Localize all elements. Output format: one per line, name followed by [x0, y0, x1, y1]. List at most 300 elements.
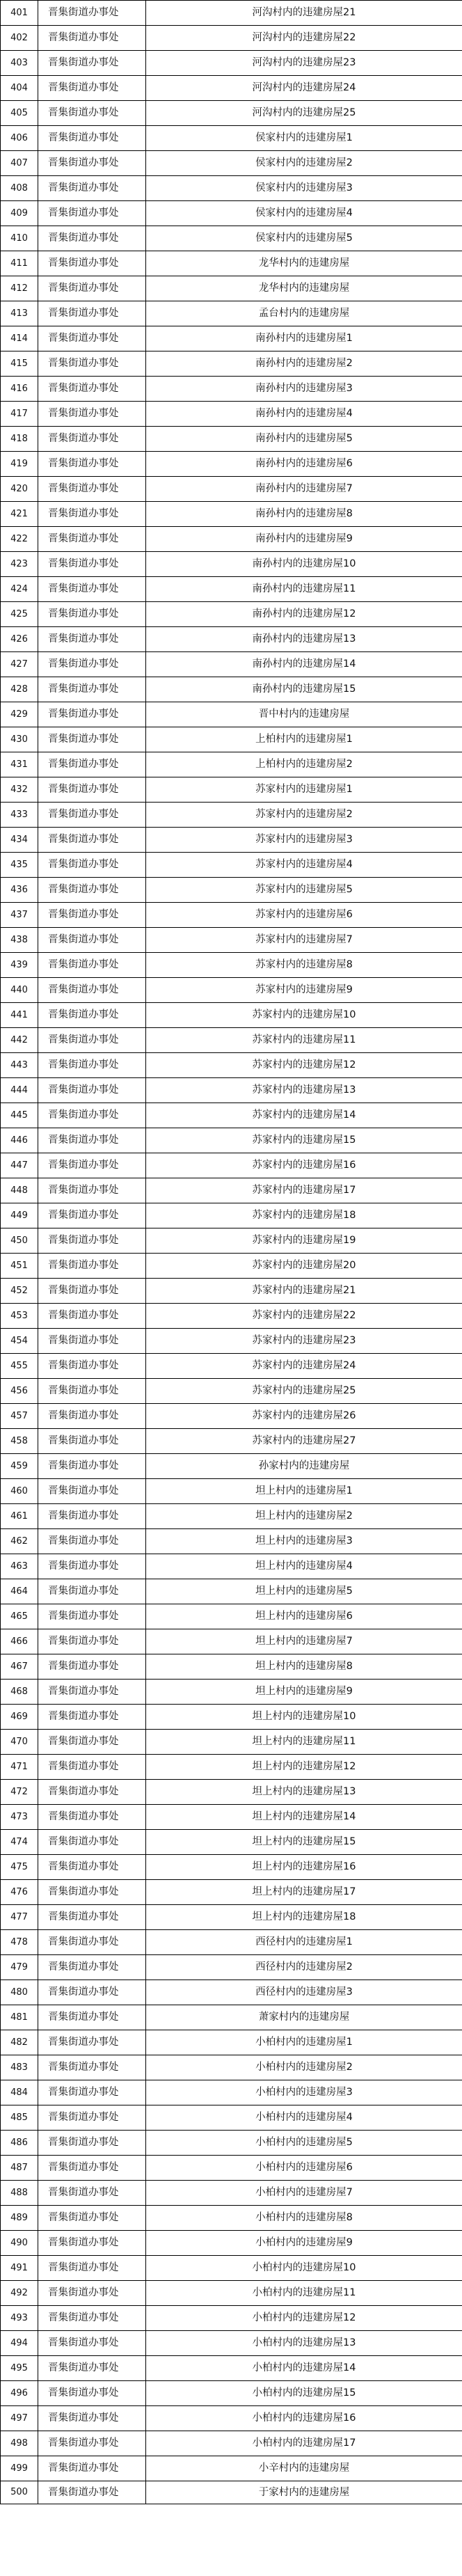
table-row — [1, 752, 462, 777]
office-cell: 晋集街道办事处 — [38, 351, 146, 377]
office-cell: 晋集街道办事处 — [38, 201, 146, 226]
building-name-cell: 小柏村内的违建房屋8 — [146, 2206, 462, 2231]
office-cell: 晋集街道办事处 — [38, 2055, 146, 2080]
table-row — [1, 1254, 462, 1279]
row-number-cell: 439 — [1, 953, 38, 978]
row-number-cell: 464 — [1, 1579, 38, 1604]
row-number-cell: 466 — [1, 1629, 38, 1654]
table-row — [1, 602, 462, 627]
office-cell: 晋集街道办事处 — [38, 652, 146, 677]
table-row — [1, 1, 462, 26]
building-name-cell: 小柏村内的违建房屋6 — [146, 2156, 462, 2181]
row-number-cell: 461 — [1, 1504, 38, 1529]
table-row — [1, 2131, 462, 2156]
table-row — [1, 1529, 462, 1554]
office-cell: 晋集街道办事处 — [38, 777, 146, 803]
table-row — [1, 1103, 462, 1128]
building-name-cell: 苏家村内的违建房屋15 — [146, 1128, 462, 1153]
office-cell: 晋集街道办事处 — [38, 402, 146, 427]
table-row — [1, 1479, 462, 1504]
table-row — [1, 627, 462, 652]
building-name-cell: 坦上村内的违建房屋18 — [146, 1905, 462, 1930]
table-row — [1, 1730, 462, 1755]
row-number-cell: 434 — [1, 828, 38, 853]
building-name-cell: 上柏村内的违建房屋1 — [146, 727, 462, 752]
building-name-cell: 坦上村内的违建房屋5 — [146, 1579, 462, 1604]
building-name-cell: 南孙村内的违建房屋3 — [146, 377, 462, 402]
row-number-cell: 422 — [1, 527, 38, 552]
table-row — [1, 226, 462, 251]
building-name-cell: 西径村内的违建房屋1 — [146, 1930, 462, 1955]
building-name-cell: 南孙村内的违建房屋4 — [146, 402, 462, 427]
building-name-cell: 龙华村内的违建房屋 — [146, 276, 462, 301]
office-cell: 晋集街道办事处 — [38, 2406, 146, 2431]
building-name-cell: 上柏村内的违建房屋2 — [146, 752, 462, 777]
row-number-cell: 467 — [1, 1654, 38, 1680]
building-name-cell: 南孙村内的违建房屋1 — [146, 326, 462, 351]
row-number-cell: 416 — [1, 377, 38, 402]
row-number-cell: 474 — [1, 1830, 38, 1855]
table-row — [1, 402, 462, 427]
building-name-cell: 龙华村内的违建房屋 — [146, 251, 462, 276]
building-name-cell: 河沟村内的违建房屋25 — [146, 101, 462, 126]
row-number-cell: 408 — [1, 176, 38, 201]
row-number-cell: 479 — [1, 1955, 38, 1980]
office-cell: 晋集街道办事处 — [38, 1053, 146, 1078]
table-row — [1, 1604, 462, 1629]
office-cell: 晋集街道办事处 — [38, 1930, 146, 1955]
row-number-cell: 457 — [1, 1404, 38, 1429]
building-name-cell: 小柏村内的违建房屋2 — [146, 2055, 462, 2080]
table-row — [1, 1780, 462, 1805]
table-row — [1, 2356, 462, 2381]
row-number-cell: 421 — [1, 502, 38, 527]
row-number-cell: 449 — [1, 1203, 38, 1228]
table-row — [1, 2005, 462, 2030]
building-name-cell: 苏家村内的违建房屋12 — [146, 1053, 462, 1078]
office-cell: 晋集街道办事处 — [38, 1128, 146, 1153]
building-name-cell: 小柏村内的违建房屋17 — [146, 2431, 462, 2456]
building-name-cell: 苏家村内的违建房屋13 — [146, 1078, 462, 1103]
building-name-cell: 南孙村内的违建房屋9 — [146, 527, 462, 552]
building-name-cell: 于家村内的违建房屋 — [146, 2481, 462, 2504]
building-name-cell: 南孙村内的违建房屋13 — [146, 627, 462, 652]
row-number-cell: 473 — [1, 1805, 38, 1830]
office-cell: 晋集街道办事处 — [38, 2080, 146, 2105]
office-cell: 晋集街道办事处 — [38, 1103, 146, 1128]
building-name-cell: 坦上村内的违建房屋11 — [146, 1730, 462, 1755]
table-row — [1, 2481, 462, 2504]
row-number-cell: 413 — [1, 301, 38, 326]
building-name-cell: 苏家村内的违建房屋24 — [146, 1354, 462, 1379]
row-number-cell: 409 — [1, 201, 38, 226]
table-row — [1, 652, 462, 677]
building-name-cell: 小柏村内的违建房屋14 — [146, 2356, 462, 2381]
building-name-cell: 南孙村内的违建房屋5 — [146, 427, 462, 452]
row-number-cell: 498 — [1, 2431, 38, 2456]
row-number-cell: 454 — [1, 1329, 38, 1354]
building-name-cell: 孟台村内的违建房屋 — [146, 301, 462, 326]
row-number-cell: 453 — [1, 1304, 38, 1329]
table-row — [1, 377, 462, 402]
row-number-cell: 497 — [1, 2406, 38, 2431]
building-name-cell: 坦上村内的违建房屋6 — [146, 1604, 462, 1629]
row-number-cell: 487 — [1, 2156, 38, 2181]
table-row — [1, 527, 462, 552]
building-name-cell: 侯家村内的违建房屋2 — [146, 151, 462, 176]
row-number-cell: 405 — [1, 101, 38, 126]
office-cell: 晋集街道办事处 — [38, 552, 146, 577]
table-row — [1, 1279, 462, 1304]
row-number-cell: 477 — [1, 1905, 38, 1930]
row-number-cell: 480 — [1, 1980, 38, 2005]
table-row — [1, 552, 462, 577]
row-number-cell: 485 — [1, 2105, 38, 2131]
table-row — [1, 1354, 462, 1379]
office-cell: 晋集街道办事处 — [38, 2030, 146, 2055]
office-cell: 晋集街道办事处 — [38, 1830, 146, 1855]
table-row — [1, 51, 462, 76]
building-name-cell: 侯家村内的违建房屋1 — [146, 126, 462, 151]
row-number-cell: 426 — [1, 627, 38, 652]
table-row — [1, 26, 462, 51]
office-cell: 晋集街道办事处 — [38, 677, 146, 702]
row-number-cell: 488 — [1, 2181, 38, 2206]
table-row — [1, 427, 462, 452]
table-body — [1, 1, 462, 2504]
office-cell: 晋集街道办事处 — [38, 1579, 146, 1604]
building-name-cell: 苏家村内的违建房屋14 — [146, 1103, 462, 1128]
office-cell: 晋集街道办事处 — [38, 2331, 146, 2356]
table-row — [1, 677, 462, 702]
row-number-cell: 445 — [1, 1103, 38, 1128]
table-row — [1, 2381, 462, 2406]
office-cell: 晋集街道办事处 — [38, 1755, 146, 1780]
row-number-cell: 494 — [1, 2331, 38, 2356]
table-row — [1, 1905, 462, 1930]
table-row — [1, 2156, 462, 2181]
office-cell: 晋集街道办事处 — [38, 2005, 146, 2030]
row-number-cell: 441 — [1, 1003, 38, 1028]
table-row — [1, 1128, 462, 1153]
row-number-cell: 418 — [1, 427, 38, 452]
row-number-cell: 484 — [1, 2080, 38, 2105]
office-cell: 晋集街道办事处 — [38, 1304, 146, 1329]
row-number-cell: 428 — [1, 677, 38, 702]
table-row — [1, 1755, 462, 1780]
table-row — [1, 2431, 462, 2456]
building-name-cell: 河沟村内的违建房屋21 — [146, 1, 462, 26]
office-cell: 晋集街道办事处 — [38, 2206, 146, 2231]
table-row — [1, 2456, 462, 2481]
row-number-cell: 490 — [1, 2231, 38, 2256]
table-row — [1, 828, 462, 853]
table-row — [1, 452, 462, 477]
table-row — [1, 953, 462, 978]
table-row — [1, 1629, 462, 1654]
row-number-cell: 443 — [1, 1053, 38, 1078]
table-row — [1, 1028, 462, 1053]
row-number-cell: 458 — [1, 1429, 38, 1454]
row-number-cell: 430 — [1, 727, 38, 752]
office-cell: 晋集街道办事处 — [38, 2181, 146, 2206]
building-name-cell: 坦上村内的违建房屋2 — [146, 1504, 462, 1529]
office-cell: 晋集街道办事处 — [38, 1078, 146, 1103]
building-name-cell: 苏家村内的违建房屋9 — [146, 978, 462, 1003]
row-number-cell: 417 — [1, 402, 38, 427]
building-name-cell: 坦上村内的违建房屋14 — [146, 1805, 462, 1830]
office-cell: 晋集街道办事处 — [38, 76, 146, 101]
table-row — [1, 1329, 462, 1354]
office-cell: 晋集街道办事处 — [38, 1203, 146, 1228]
row-number-cell: 499 — [1, 2456, 38, 2481]
office-cell: 晋集街道办事处 — [38, 1980, 146, 2005]
building-name-cell: 苏家村内的违建房屋18 — [146, 1203, 462, 1228]
office-cell: 晋集街道办事处 — [38, 878, 146, 903]
office-cell: 晋集街道办事处 — [38, 702, 146, 727]
office-cell: 晋集街道办事处 — [38, 2431, 146, 2456]
row-number-cell: 491 — [1, 2256, 38, 2281]
row-number-cell: 406 — [1, 126, 38, 151]
office-cell: 晋集街道办事处 — [38, 1454, 146, 1479]
table-row — [1, 1980, 462, 2005]
table-row — [1, 2055, 462, 2080]
table-row — [1, 803, 462, 828]
building-name-cell: 坦上村内的违建房屋12 — [146, 1755, 462, 1780]
building-name-cell: 晋中村内的违建房屋 — [146, 702, 462, 727]
office-cell: 晋集街道办事处 — [38, 2105, 146, 2131]
row-number-cell: 471 — [1, 1755, 38, 1780]
table-row — [1, 1805, 462, 1830]
row-number-cell: 412 — [1, 276, 38, 301]
building-name-cell: 小辛村内的违建房屋 — [146, 2456, 462, 2481]
office-cell: 晋集街道办事处 — [38, 1354, 146, 1379]
table-row — [1, 2030, 462, 2055]
office-cell: 晋集街道办事处 — [38, 301, 146, 326]
table-row — [1, 477, 462, 502]
office-cell: 晋集街道办事处 — [38, 2381, 146, 2406]
row-number-cell: 402 — [1, 26, 38, 51]
row-number-cell: 437 — [1, 903, 38, 928]
office-cell: 晋集街道办事处 — [38, 1680, 146, 1705]
row-number-cell: 500 — [1, 2481, 38, 2504]
building-name-cell: 小柏村内的违建房屋9 — [146, 2231, 462, 2256]
table-row — [1, 702, 462, 727]
building-name-cell: 小柏村内的违建房屋7 — [146, 2181, 462, 2206]
table-row — [1, 1454, 462, 1479]
building-name-cell: 坦上村内的违建房屋10 — [146, 1705, 462, 1730]
office-cell: 晋集街道办事处 — [38, 1730, 146, 1755]
table-row — [1, 1379, 462, 1404]
building-name-cell: 苏家村内的违建房屋22 — [146, 1304, 462, 1329]
row-number-cell: 410 — [1, 226, 38, 251]
office-cell: 晋集街道办事处 — [38, 1880, 146, 1905]
office-cell: 晋集街道办事处 — [38, 1705, 146, 1730]
building-name-cell: 苏家村内的违建房屋4 — [146, 853, 462, 878]
table-row — [1, 2306, 462, 2331]
office-cell: 晋集街道办事处 — [38, 1003, 146, 1028]
table-row — [1, 1680, 462, 1705]
row-number-cell: 401 — [1, 1, 38, 26]
office-cell: 晋集街道办事处 — [38, 2356, 146, 2381]
table-row — [1, 502, 462, 527]
office-cell: 晋集街道办事处 — [38, 226, 146, 251]
table-row — [1, 2231, 462, 2256]
office-cell: 晋集街道办事处 — [38, 2156, 146, 2181]
table-row — [1, 351, 462, 377]
building-name-cell: 小柏村内的违建房屋12 — [146, 2306, 462, 2331]
office-cell: 晋集街道办事处 — [38, 176, 146, 201]
table-row — [1, 276, 462, 301]
table-row — [1, 326, 462, 351]
office-cell: 晋集街道办事处 — [38, 1028, 146, 1053]
row-number-cell: 475 — [1, 1855, 38, 1880]
office-cell: 晋集街道办事处 — [38, 602, 146, 627]
row-number-cell: 407 — [1, 151, 38, 176]
office-cell: 晋集街道办事处 — [38, 903, 146, 928]
office-cell: 晋集街道办事处 — [38, 752, 146, 777]
building-name-cell: 南孙村内的违建房屋11 — [146, 577, 462, 602]
row-number-cell: 451 — [1, 1254, 38, 1279]
office-cell: 晋集街道办事处 — [38, 126, 146, 151]
table-row — [1, 727, 462, 752]
office-cell: 晋集街道办事处 — [38, 853, 146, 878]
row-number-cell: 489 — [1, 2206, 38, 2231]
building-name-cell: 苏家村内的违建房屋7 — [146, 928, 462, 953]
table-row — [1, 1880, 462, 1905]
table-row — [1, 101, 462, 126]
row-number-cell: 462 — [1, 1529, 38, 1554]
office-cell: 晋集街道办事处 — [38, 326, 146, 351]
row-number-cell: 403 — [1, 51, 38, 76]
table-row — [1, 251, 462, 276]
office-cell: 晋集街道办事处 — [38, 1153, 146, 1178]
building-name-cell: 坦上村内的违建房屋7 — [146, 1629, 462, 1654]
building-name-cell: 坦上村内的违建房屋9 — [146, 1680, 462, 1705]
row-number-cell: 423 — [1, 552, 38, 577]
office-cell: 晋集街道办事处 — [38, 1, 146, 26]
office-cell: 晋集街道办事处 — [38, 26, 146, 51]
row-number-cell: 427 — [1, 652, 38, 677]
building-name-cell: 苏家村内的违建房屋2 — [146, 803, 462, 828]
row-number-cell: 450 — [1, 1228, 38, 1254]
building-name-cell: 苏家村内的违建房屋5 — [146, 878, 462, 903]
building-name-cell: 小柏村内的违建房屋11 — [146, 2281, 462, 2306]
row-number-cell: 442 — [1, 1028, 38, 1053]
office-cell: 晋集街道办事处 — [38, 2281, 146, 2306]
office-cell: 晋集街道办事处 — [38, 527, 146, 552]
office-cell: 晋集街道办事处 — [38, 2456, 146, 2481]
table-row — [1, 577, 462, 602]
table-row — [1, 301, 462, 326]
building-name-cell: 苏家村内的违建房屋6 — [146, 903, 462, 928]
row-number-cell: 440 — [1, 978, 38, 1003]
table-row — [1, 928, 462, 953]
row-number-cell: 463 — [1, 1554, 38, 1579]
table-row — [1, 126, 462, 151]
building-name-cell: 南孙村内的违建房屋12 — [146, 602, 462, 627]
office-cell: 晋集街道办事处 — [38, 1955, 146, 1980]
table-row — [1, 1153, 462, 1178]
building-name-cell: 南孙村内的违建房屋8 — [146, 502, 462, 527]
building-name-cell: 西径村内的违建房屋2 — [146, 1955, 462, 1980]
office-cell: 晋集街道办事处 — [38, 2481, 146, 2504]
table-row — [1, 2206, 462, 2231]
office-cell: 晋集街道办事处 — [38, 251, 146, 276]
row-number-cell: 481 — [1, 2005, 38, 2030]
table-row — [1, 878, 462, 903]
table-row — [1, 1228, 462, 1254]
office-cell: 晋集街道办事处 — [38, 1554, 146, 1579]
office-cell: 晋集街道办事处 — [38, 502, 146, 527]
row-number-cell: 452 — [1, 1279, 38, 1304]
building-name-cell: 苏家村内的违建房屋16 — [146, 1153, 462, 1178]
building-name-cell: 河沟村内的违建房屋23 — [146, 51, 462, 76]
row-number-cell: 446 — [1, 1128, 38, 1153]
office-cell: 晋集街道办事处 — [38, 1429, 146, 1454]
office-cell: 晋集街道办事处 — [38, 953, 146, 978]
building-name-cell: 河沟村内的违建房屋22 — [146, 26, 462, 51]
office-cell: 晋集街道办事处 — [38, 1254, 146, 1279]
row-number-cell: 436 — [1, 878, 38, 903]
table-row — [1, 2080, 462, 2105]
building-name-cell: 苏家村内的违建房屋8 — [146, 953, 462, 978]
table-row — [1, 1504, 462, 1529]
row-number-cell: 492 — [1, 2281, 38, 2306]
row-number-cell: 496 — [1, 2381, 38, 2406]
office-cell: 晋集街道办事处 — [38, 377, 146, 402]
table-row — [1, 903, 462, 928]
building-name-cell: 南孙村内的违建房屋15 — [146, 677, 462, 702]
row-number-cell: 414 — [1, 326, 38, 351]
building-name-cell: 南孙村内的违建房屋2 — [146, 351, 462, 377]
table-row — [1, 1078, 462, 1103]
table-row — [1, 1654, 462, 1680]
table-row — [1, 2105, 462, 2131]
office-cell: 晋集街道办事处 — [38, 627, 146, 652]
building-name-cell: 萧家村内的违建房屋 — [146, 2005, 462, 2030]
building-name-cell: 小柏村内的违建房屋10 — [146, 2256, 462, 2281]
table-row — [1, 1554, 462, 1579]
table-row — [1, 2256, 462, 2281]
table-row — [1, 1705, 462, 1730]
building-name-cell: 侯家村内的违建房屋3 — [146, 176, 462, 201]
table-row — [1, 1003, 462, 1028]
building-name-cell: 坦上村内的违建房屋13 — [146, 1780, 462, 1805]
building-name-cell: 坦上村内的违建房屋15 — [146, 1830, 462, 1855]
table-row — [1, 853, 462, 878]
table-row — [1, 2406, 462, 2431]
row-number-cell: 482 — [1, 2030, 38, 2055]
building-name-cell: 小柏村内的违建房屋13 — [146, 2331, 462, 2356]
table-row — [1, 1955, 462, 1980]
building-name-cell: 南孙村内的违建房屋10 — [146, 552, 462, 577]
office-cell: 晋集街道办事处 — [38, 1905, 146, 1930]
office-cell: 晋集街道办事处 — [38, 151, 146, 176]
building-name-cell: 南孙村内的违建房屋14 — [146, 652, 462, 677]
row-number-cell: 493 — [1, 2306, 38, 2331]
row-number-cell: 432 — [1, 777, 38, 803]
office-cell: 晋集街道办事处 — [38, 1504, 146, 1529]
office-cell: 晋集街道办事处 — [38, 1479, 146, 1504]
office-cell: 晋集街道办事处 — [38, 2256, 146, 2281]
row-number-cell: 411 — [1, 251, 38, 276]
row-number-cell: 476 — [1, 1880, 38, 1905]
office-cell: 晋集街道办事处 — [38, 1178, 146, 1203]
table-row — [1, 201, 462, 226]
row-number-cell: 456 — [1, 1379, 38, 1404]
office-cell: 晋集街道办事处 — [38, 928, 146, 953]
